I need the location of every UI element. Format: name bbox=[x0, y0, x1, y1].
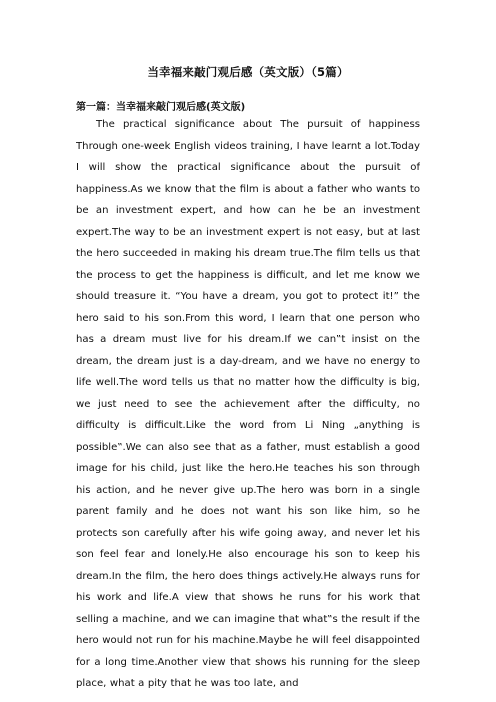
body-paragraph: The practical significance about The pursuit of happiness Through one-week English videos training, I have learnt a lot.Today I will show the practical significance about the pursuit of happiness.As we know that the film is about a father who wants to be an investment expert, and how can he be an investment expert.The way to be an investment expert is not easy, but at last the hero succeeded in making his dream true.The film tells us that the process to get the happiness is difficult, and let me know we should treasure it. “You have a dream, you got to protect it!” the hero said to his son.From this word, I learn that one person who has a dream must live for his dream.If we can‟t insist on the dream, the dream just is a day-dream, and we have no energy to life well.The word tells us that no matter how the difficulty is big, we just need to see the achievement after the difficulty, no difficulty is difficult.Like the word from Li Ning „anything is possible‟.We can also see that as a father, must establish a good image for his child, just like the hero.He teaches his son through his action, and he never give up.The hero was born in a single parent family and he does not want his son like him, so he protects son carefully after his wife going away, and never let his son feel fear and lonely.He also encourage his son to keep his dream.In the film, the hero does things actively.He always runs for his work and life.A view that shows he runs for his work that selling a machine, and we can imagine that what‟s the result if the hero would not run for his machine.Maybe he will feel disappointed for a long time.Another view that shows his running for the sleep place, what a pity that he was too late, and bbox=[76, 119, 420, 689]
section-heading: 第一篇：当幸福来敲门观后感(英文版) bbox=[76, 102, 246, 113]
document-title: 当幸福来敲门观后感（英文版）（5篇） bbox=[147, 65, 349, 79]
